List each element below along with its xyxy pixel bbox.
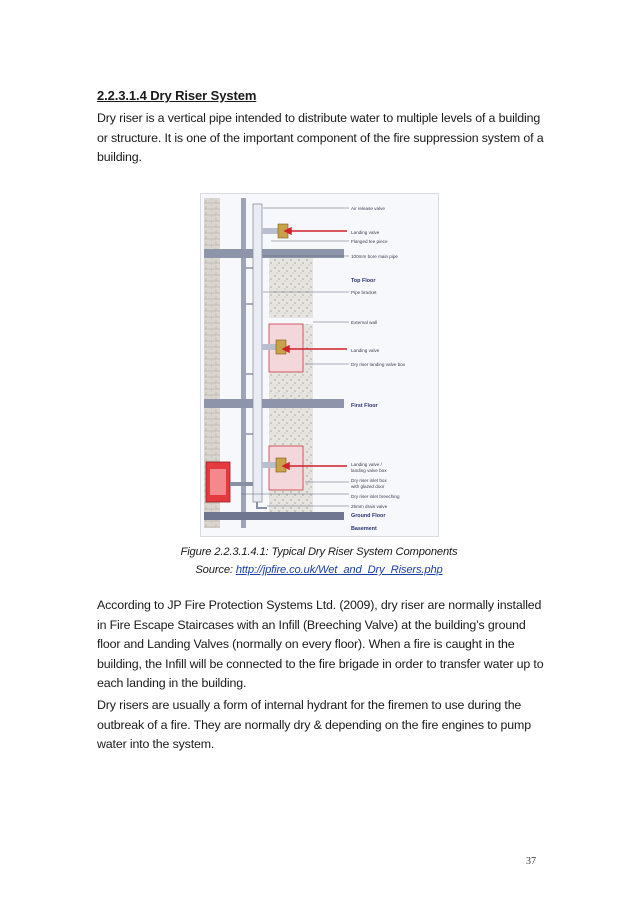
label-pipe-bracket: Pipe bracket: [351, 290, 377, 295]
label-drain-valve: 25mm drain valve: [351, 504, 388, 509]
figure-caption: Figure 2.2.3.1.4.1: Typical Dry Riser System Components: [180, 546, 458, 558]
body-paragraph-jp-fire: According to JP Fire Protection Systems Ltd. (2009), dry riser are normally installed in Fire Escape Staircases with an Infill (Breeching Valve) at the building’s ground floor and Landing Valves (normally on every floor). When a fire is caught in the building, the Infill will be connected to the fire brigade in order to transfer water up to each landing in the building.: [97, 598, 544, 691]
label-air-release-valve: Air release valve: [351, 206, 385, 211]
label-ground-floor: Ground Floor: [351, 513, 386, 519]
label-landing-valve-top: Landing valve: [351, 230, 380, 235]
top-floor-slab: [204, 249, 344, 258]
main-riser-pipe: [253, 204, 262, 502]
label-basement: Basement: [351, 526, 377, 532]
label-landing-valve-combo-2: landing valve box: [351, 468, 387, 473]
label-top-floor: Top Floor: [351, 278, 376, 284]
drain-valve-pipe: [257, 502, 267, 508]
label-main-pipe: 100mm bore main pipe: [351, 254, 398, 259]
wall-block-top: [269, 258, 313, 318]
dry-riser-diagram: [200, 193, 439, 537]
left-column: [241, 198, 246, 528]
first-floor-slab: [204, 399, 344, 408]
label-landing-valve-mid: Landing valve: [351, 348, 380, 353]
dry-riser-diagram-svg: [201, 194, 438, 536]
label-flanged-tee-piece: Flanged tee piece: [351, 239, 388, 244]
intro-paragraph: Dry riser is a vertical pipe intended to distribute water to multiple levels of a building or structure. It is one of the important component of the fire suppression system of a building.: [97, 111, 544, 165]
label-landing-valve-combo-1: Landing valve /: [351, 462, 382, 467]
label-inlet-box-2: with glazed door: [351, 484, 385, 489]
label-first-floor: First Floor: [351, 403, 378, 409]
figure-source-prefix: Source:: [195, 564, 236, 576]
figure-source-link[interactable]: http://jpfire.co.uk/Wet_and_Dry_Risers.php: [235, 564, 443, 576]
label-landing-valve-box: Dry riser landing valve box: [351, 362, 406, 367]
label-inlet-box-1: Dry riser inlet box: [351, 478, 387, 483]
page-number: 37: [526, 856, 536, 867]
label-external-wall: External wall: [351, 320, 378, 325]
section-heading: 2.2.3.1.4 Dry Riser System: [97, 88, 257, 103]
body-paragraph-dry-risers: Dry risers are usually a form of internal hydrant for the firemen to use during the outbreak of a fire. They are normally dry & depending on the fire engines to pump water into the system.: [97, 698, 531, 752]
label-inlet-breeching: Dry riser inlet breeching: [351, 494, 400, 499]
figure-source: [97, 564, 541, 576]
ground-floor-slab: [204, 512, 344, 520]
